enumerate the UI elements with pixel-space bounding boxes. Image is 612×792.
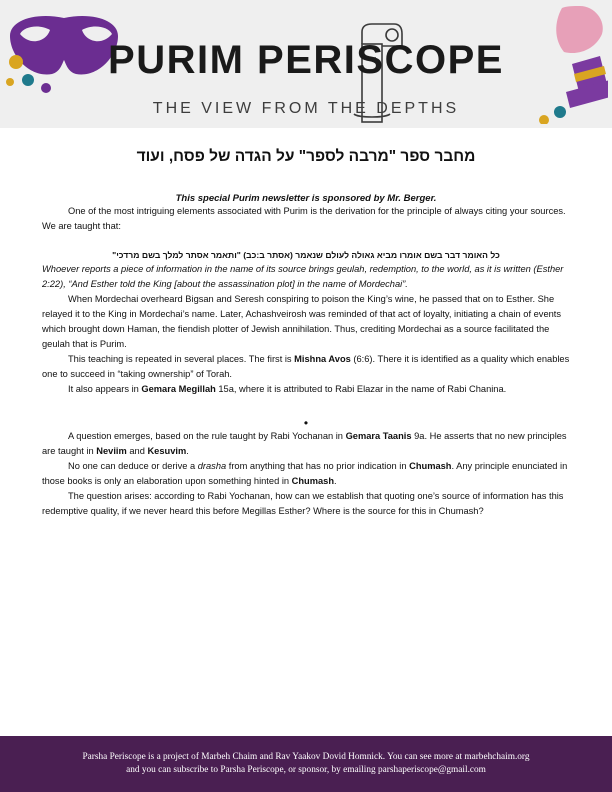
paragraph-intro: One of the most intriguing elements associated with Purim is the derivation for the principle of always citing your sources. We are taught that: <box>42 206 566 232</box>
paragraph-mishna-avos <box>42 352 570 382</box>
masthead-art <box>0 0 612 128</box>
section-separator: • <box>303 416 309 431</box>
masthead-subtitle: THE VIEW FROM THE DEPTHS <box>152 100 460 117</box>
footer-line-1: Parsha Periscope is a project of Marbeh Chaim and Rav Yaakov Dovid Homnick. You can see more at marbehchaim.org <box>82 751 530 762</box>
text-run: . Any principle enunciated in those books is only an elaboration upon something hinted in <box>42 461 568 487</box>
article-headline: מחבר ספר "מרבה לספר" על הגדה של פסח, ועוד <box>136 148 476 165</box>
paragraph-gemara-taanis <box>42 429 570 459</box>
source-kesuvim: Kesuvim <box>147 446 187 457</box>
text-run: from anything that has no prior indication in <box>226 461 410 472</box>
text-run: A question emerges, based on the rule taught by Rabi Yochanan in <box>68 431 346 442</box>
source-chumash: Chumash <box>409 461 452 472</box>
sponsor-line: This special Purim newsletter is sponsored by Mr. Berger. <box>175 193 437 204</box>
paragraph-chumash <box>42 459 570 489</box>
source-gemara-taanis: Gemara Taanis <box>345 431 412 442</box>
text-run: It also appears in <box>68 384 142 395</box>
article-body <box>0 148 612 519</box>
source-mishna-avos: Mishna Avos <box>294 354 351 365</box>
quote-translation: Whoever reports a piece of information in the name of its source brings geulah, redemption, to the world, as it is written (Esther 2:22), “And Esther told the King [about the assassination plot] in the name of Mordechai”. <box>42 264 564 289</box>
paragraph-mordechai: When Mordechai overheard Bigsan and Seresh conspiring to poison the King’s wine, he passed that on to Esther. She relayed it to the King in Mordechai’s name. Later, Achashveirosh was reminded of that act of loyalty, initiating a chain of events which brought down Haman, the fiendish plotter of Jewish annihilation. Thus, crediting Mordechai as a source facilitated the geulah that is Purim. <box>42 293 562 349</box>
text-run: and <box>126 446 148 457</box>
source-neviim: Neviim <box>96 446 127 457</box>
text-run: . <box>186 446 189 457</box>
text-run: 9a. He asserts that no new principles are taught in <box>42 431 567 457</box>
text-run: (6:6). There it is identified as a quality which enables one to succeed in “taking ownership” of Torah. <box>42 354 570 380</box>
page-footer <box>0 736 612 792</box>
text-run: 15a, where it is attributed to Rabi Elazar in the name of Rabi Chanina. <box>215 384 507 395</box>
text-run: . <box>334 476 337 487</box>
paragraph-gemara-megillah <box>42 382 570 397</box>
term-drasha: drasha <box>197 461 227 472</box>
text-run: No one can deduce or derive a <box>68 461 198 472</box>
source-gemara-megillah: Gemara Megillah <box>141 384 216 395</box>
quote-hebrew: כל האומר דבר בשם אומרו מביא גאולה לעולם שנאמר (אסתר ב:כב) "ותאמר אסתר למלך בשם מרדכי" <box>112 250 500 261</box>
masthead-title: PURIM PERISCOPE <box>108 38 504 82</box>
footer-line-2: and you can subscribe to Parsha Periscope, or sponsor, by emailing parshaperiscope@gmail.com <box>126 765 486 775</box>
text-run: This teaching is repeated in several places. The first is <box>68 354 295 365</box>
paragraph-question: The question arises: according to Rabi Yochanan, how can we establish that quoting one’s source of information has this redemptive quality, if we never heard this before Megillas Esther? Where is the source for this in Chumash? <box>42 491 564 517</box>
masthead-banner <box>0 0 612 128</box>
source-chumash-2: Chumash <box>291 476 334 487</box>
